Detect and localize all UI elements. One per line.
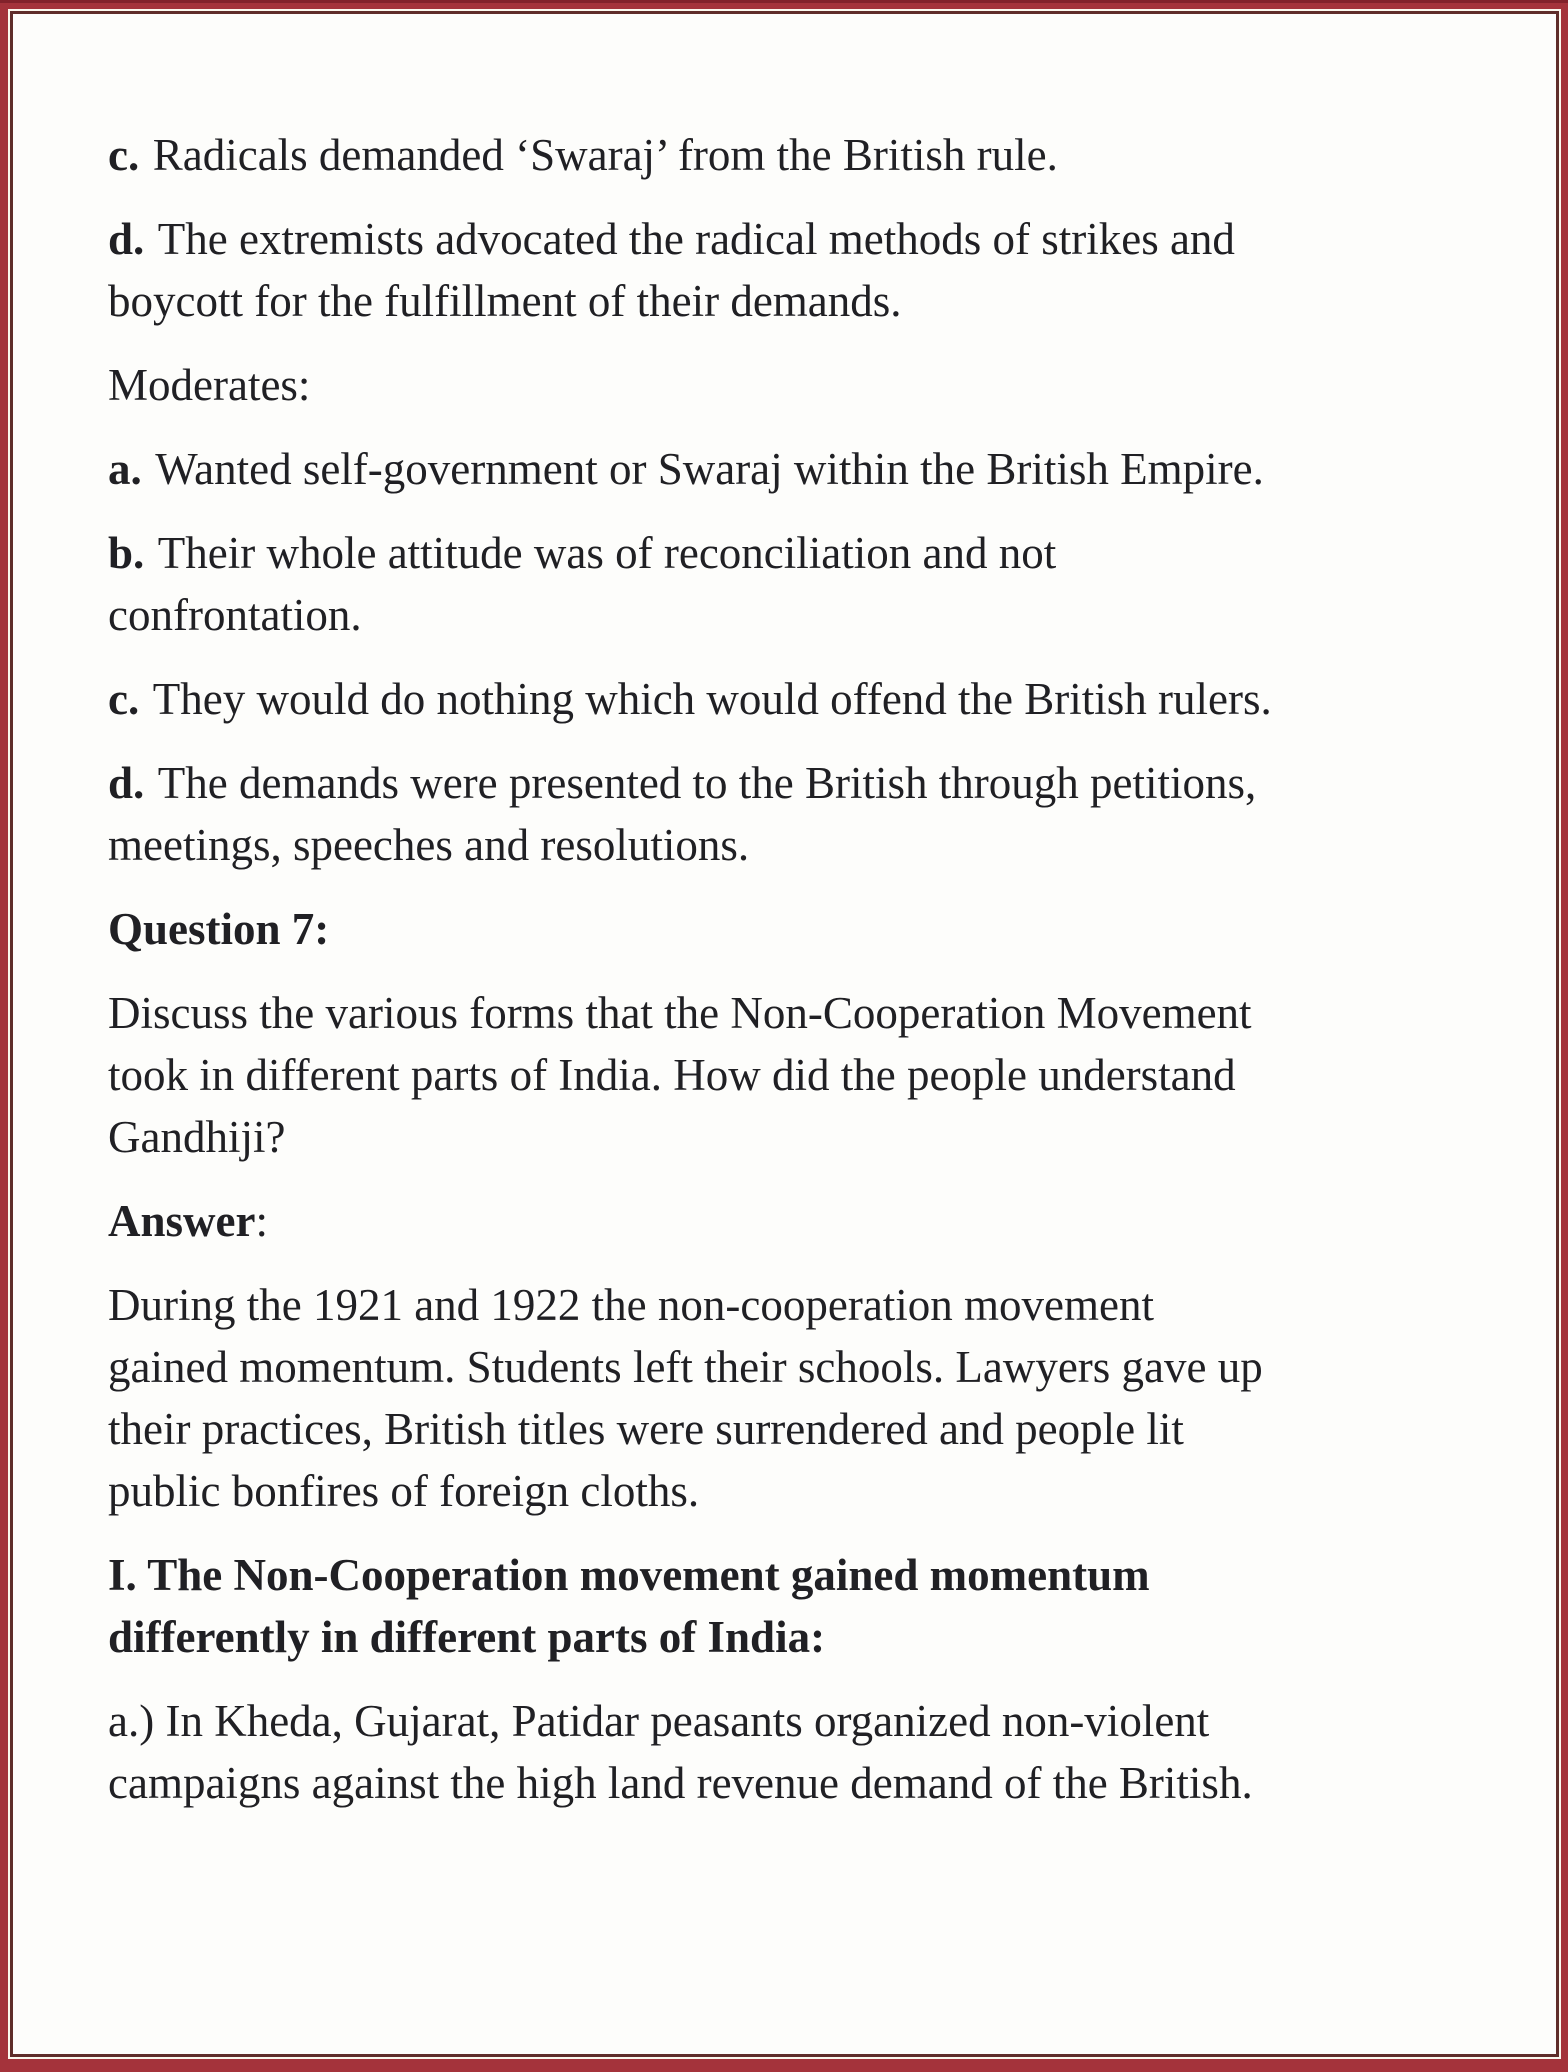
item-letter: a.	[108, 444, 142, 494]
list-item-a-wanted	[108, 438, 1496, 500]
text-line: Moderates:	[108, 360, 311, 410]
text-line: boycott for the fulfillment of their demands.	[108, 276, 902, 326]
text-line: gained momentum. Students left their schools. Lawyers gave up	[108, 1342, 1263, 1392]
page-border-gap	[8, 9, 1561, 2059]
answer-heading-word: Answer	[108, 1196, 256, 1246]
text-line	[108, 124, 1496, 186]
answer-body	[108, 1274, 1496, 1522]
text-span: They would do nothing which would offend the British rulers.	[152, 674, 1272, 724]
document-page	[10, 11, 1559, 2057]
text-span: Wanted self-government or Swaraj within the British Empire.	[155, 444, 1264, 494]
item-letter: d.	[108, 214, 145, 264]
list-item-a-kheda	[108, 1690, 1496, 1814]
section-heading-noncooperation	[108, 1544, 1496, 1668]
item-letter: c.	[108, 674, 140, 724]
text-line: Gandhiji?	[108, 1112, 286, 1162]
text-line: meetings, speeches and resolutions.	[108, 820, 750, 870]
question-heading-text: Question 7:	[108, 904, 330, 954]
text-line	[108, 522, 1496, 584]
text-line: public bonfires of foreign cloths.	[108, 1466, 700, 1516]
section-heading-line: I. The Non-Cooperation movement gained momentum	[108, 1550, 1150, 1600]
list-item-c-offend	[108, 668, 1496, 730]
text-span: Their whole attitude was of reconciliation and not	[157, 528, 1057, 578]
question-body	[108, 982, 1496, 1168]
text-line	[108, 752, 1496, 814]
list-item-d-demands	[108, 752, 1496, 876]
item-letter: d.	[108, 758, 145, 808]
text-line	[108, 668, 1496, 730]
text-line: a.) In Kheda, Gujarat, Patidar peasants organized non-violent	[108, 1696, 1210, 1746]
document-content	[13, 14, 1556, 1876]
text-line: campaigns against the high land revenue demand of the British.	[108, 1758, 1253, 1808]
text-span: The demands were presented to the British through petitions,	[157, 758, 1257, 808]
text-line: Discuss the various forms that the Non-Cooperation Movement	[108, 988, 1252, 1038]
text-span: The extremists advocated the radical methods of strikes and	[157, 214, 1235, 264]
text-line: took in different parts of India. How did the people understand	[108, 1050, 1236, 1100]
question-heading	[108, 898, 1496, 960]
section-heading-line: differently in different parts of India:	[108, 1612, 826, 1662]
text-line	[108, 1190, 1496, 1252]
text-line	[108, 438, 1496, 500]
text-line: confrontation.	[108, 590, 362, 640]
item-letter: b.	[108, 528, 145, 578]
text-line: their practices, British titles were surrendered and people lit	[108, 1404, 1184, 1454]
answer-heading	[108, 1190, 1496, 1252]
item-letter: c.	[108, 130, 140, 180]
answer-heading-colon: :	[255, 1196, 268, 1246]
moderates-label	[108, 354, 1496, 416]
text-span: Radicals demanded ‘Swaraj’ from the British rule.	[152, 130, 1058, 180]
list-item-b-attitude	[108, 522, 1496, 646]
list-item-c-radicals	[108, 124, 1496, 186]
list-item-d-extremists	[108, 208, 1496, 332]
text-line: During the 1921 and 1922 the non-cooperation movement	[108, 1280, 1155, 1330]
text-line	[108, 208, 1496, 270]
